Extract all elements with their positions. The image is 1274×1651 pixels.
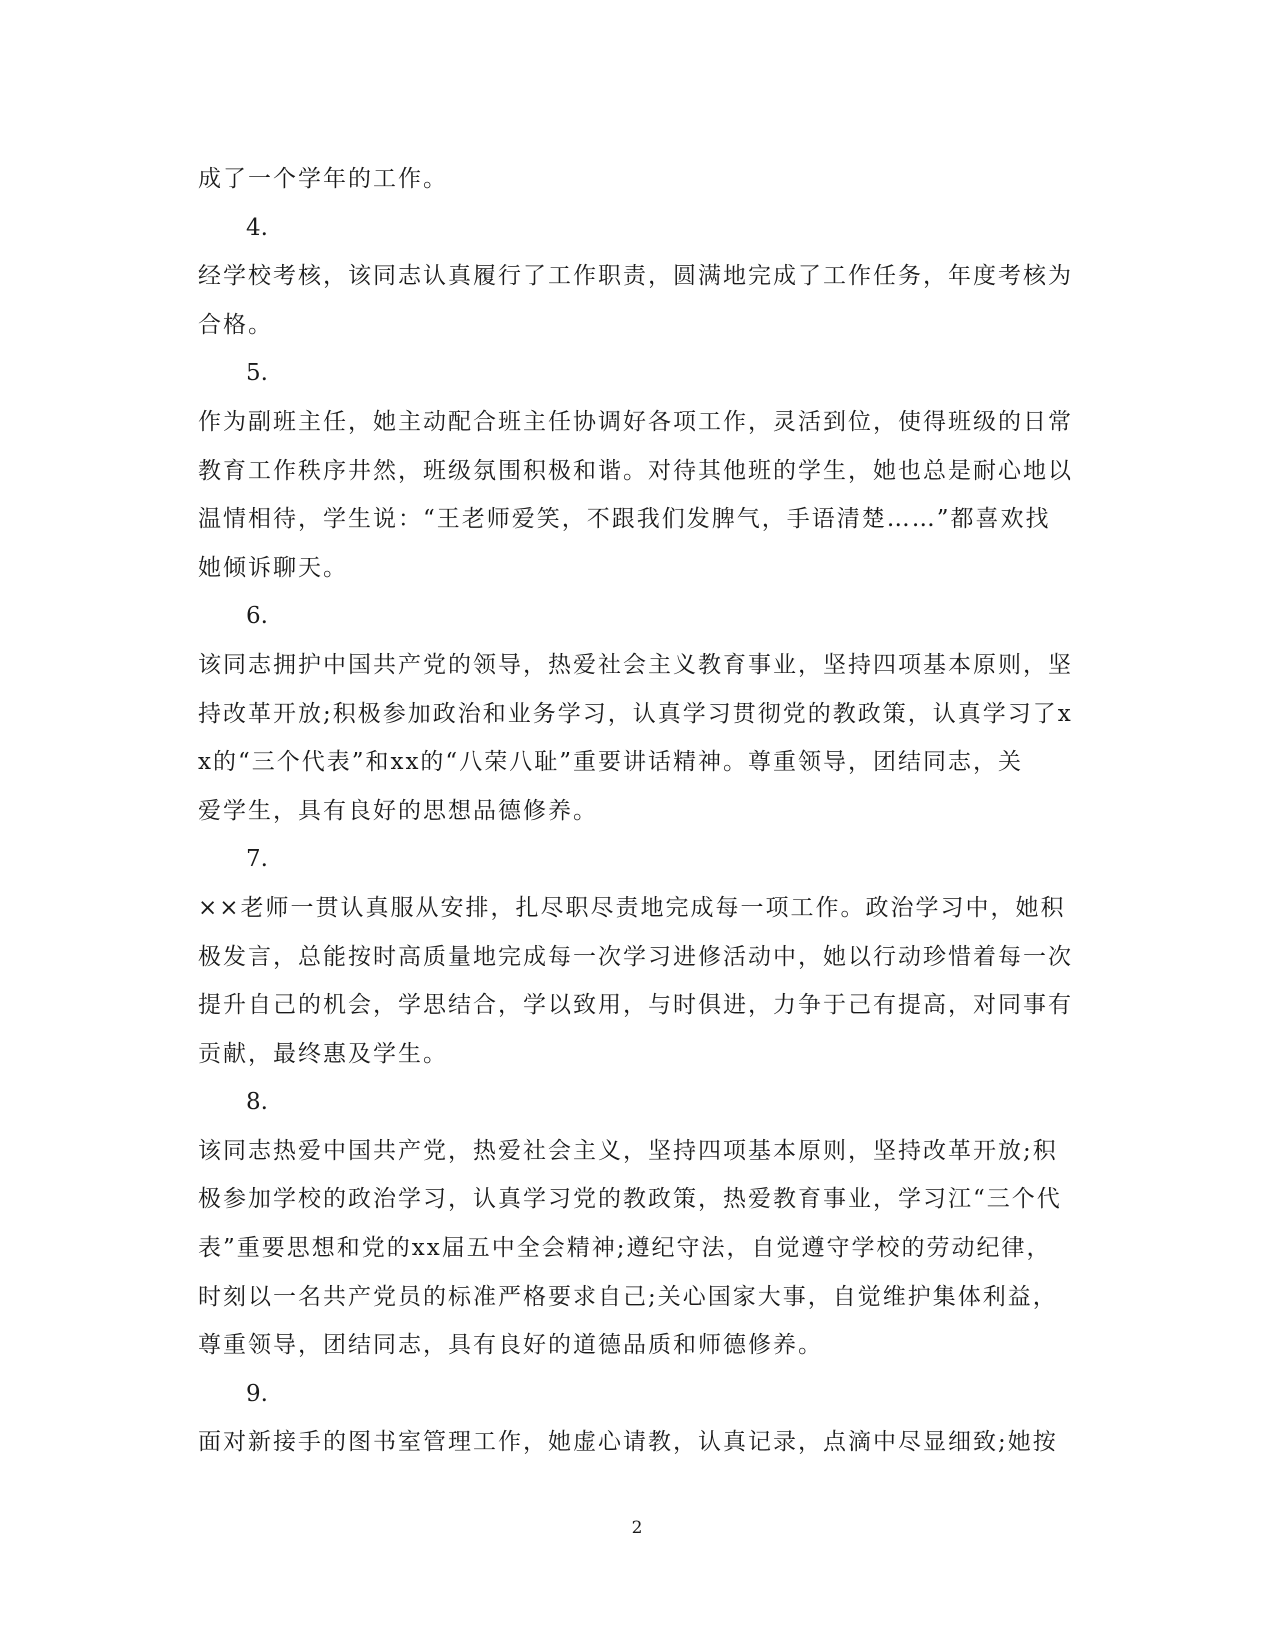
item-number: 4. (246, 214, 268, 241)
text-line: 她倾诉聊天。 (198, 554, 348, 581)
text-line: 温情相待，学生说：“王老师爱笑，不跟我们发脾气，手语清楚……”都喜欢找 (198, 506, 1051, 533)
item-number: 9. (246, 1380, 268, 1407)
text-line: 经学校考核，该同志认真履行了工作职责，圆满地完成了工作任务，年度考核为 (198, 263, 1073, 290)
text-line: 提升自己的机会，学思结合，学以致用，与时俱进，力争于己有提高，对同事有 (198, 992, 1073, 1019)
text-line: x的“三个代表”和xx的“八荣八耻”重要讲话精神。尊重领导，团结同志，关 (198, 749, 1023, 776)
text-line: 作为副班主任，她主动配合班主任协调好各项工作，灵活到位，使得班级的日常 (198, 408, 1073, 435)
text-line: 贡献，最终惠及学生。 (198, 1040, 448, 1067)
item-number: 7. (246, 846, 268, 873)
text-line: 成了一个学年的工作。 (198, 166, 448, 192)
item-number: 5. (246, 360, 268, 387)
text-line: 面对新接手的图书室管理工作，她虚心请教，认真记录，点滴中尽显细致;她按 (198, 1429, 1058, 1456)
document-body (198, 155, 1076, 1467)
text-line: 极参加学校的政治学习，认真学习党的教政策，热爱教育事业，学习江“三个代 (198, 1186, 1062, 1213)
text-line: 时刻以一名共产党员的标准严格要求自己;关心国家大事，自觉维护集体利益， (198, 1283, 1058, 1310)
text-line: 持改革开放;积极参加政治和业务学习，认真学习贯彻党的教政策，认真学习了x (198, 700, 1073, 727)
item-number: 8. (246, 1089, 268, 1116)
text-line: 合格。 (198, 311, 273, 338)
page-number: 2 (631, 1518, 643, 1538)
text-line: ××老师一贯认真服从安排，扎尽职尽责地完成每一项工作。政治学习中，她积 (198, 894, 1066, 921)
text-line: 教育工作秩序井然，班级氛围积极和谐。对待其他班的学生，她也总是耐心地以 (198, 457, 1073, 484)
text-line: 爱学生，具有良好的思想品德修养。 (198, 797, 598, 824)
text-line: 该同志拥护中国共产党的领导，热爱社会主义教育事业，坚持四项基本原则，坚 (198, 651, 1073, 678)
item-number: 6. (246, 603, 268, 630)
text-line: 该同志热爱中国共产党，热爱社会主义，坚持四项基本原则，坚持改革开放;积 (198, 1137, 1058, 1164)
text-line: 尊重领导，团结同志，具有良好的道德品质和师德修养。 (198, 1332, 823, 1359)
text-line: 极发言，总能按时高质量地完成每一次学习进修活动中，她以行动珍惜着每一次 (198, 943, 1073, 970)
text-line: 表”重要思想和党的xx届五中全会精神;遵纪守法，自觉遵守学校的劳动纪律， (198, 1235, 1052, 1262)
